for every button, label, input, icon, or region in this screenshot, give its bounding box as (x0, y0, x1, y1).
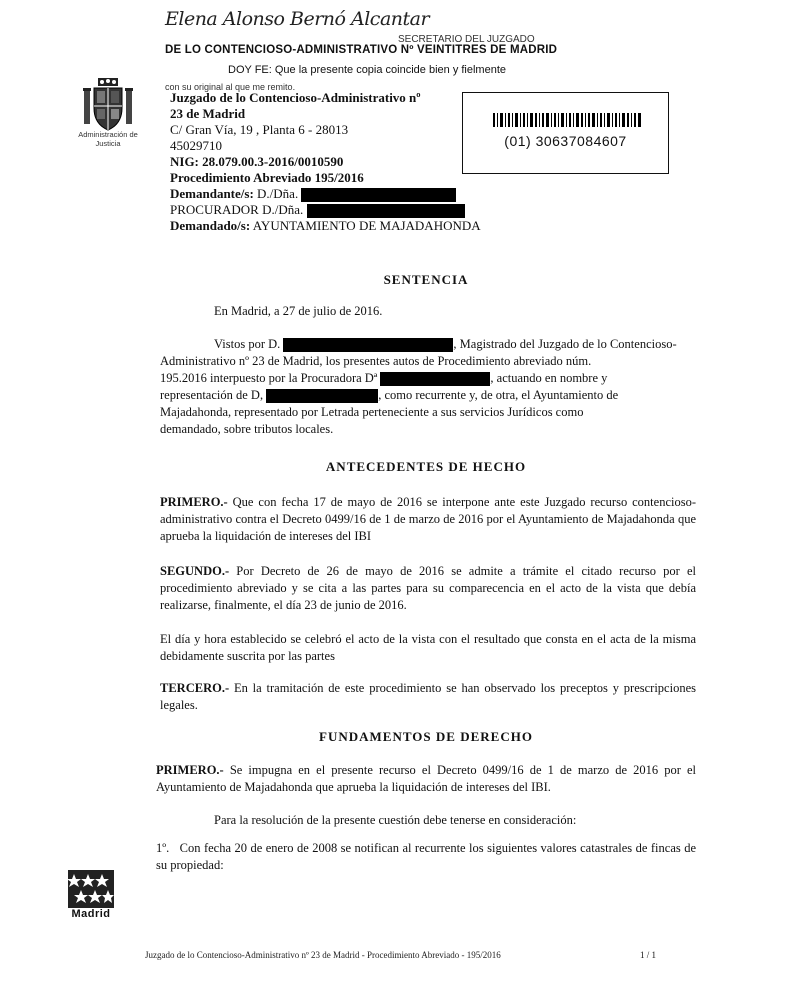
redaction-bar (380, 372, 490, 386)
redaction-bar (307, 204, 465, 218)
antecedente-primero (160, 494, 696, 545)
handwritten-signature: Elena Alonso Bernó Alcantar (165, 8, 430, 30)
heading-fundamentos: FUNDAMENTOS DE DERECHO (319, 729, 533, 744)
intro-text: Vistos por D. (214, 337, 281, 351)
redaction-bar (266, 389, 378, 403)
page-number: 1 / 1 (640, 950, 657, 960)
intro-text: , actuando en nombre y (490, 371, 608, 385)
court-name: Juzgado de lo Contencioso-Administrativo nº (170, 90, 421, 105)
plaintiff-label: Demandante/s: (170, 186, 254, 201)
intro-line-4 (160, 387, 696, 404)
antecedente-segundo (160, 563, 696, 614)
barcode-number: (01) 30637084607 (504, 133, 627, 149)
stamp-secretary-label: SECRETARIO DEL JUZGADO (398, 34, 535, 45)
court-address: C/ Gran Vía, 19 , Planta 6 - 28013 (170, 122, 349, 137)
footer-text: Juzgado de lo Contencioso-Administrativo nº 23 de Madrid - Procedimiento Abreviado - 195/2016 (145, 950, 501, 960)
stamp-line-original: con su original al que me remito. (165, 82, 296, 92)
barcode-box (462, 92, 669, 174)
vista-paragraph: El día y hora establecido se celebró el acto de la vista con el resultado que consta en el acta de la misma debidamente suscrita por las partes (160, 632, 696, 663)
primero-label: PRIMERO.- (160, 495, 228, 509)
primero-text: Que con fecha 17 de mayo de 2016 se interpone ante este Juzgado recurso contencioso-administrativo contra el Decreto 0499/16 de 1 de marzo de 2016 por el Ayuntamiento de Majadahonda que aprueba la liquidación de intereses del IBI (160, 495, 697, 543)
segundo-label: SEGUNDO.- (160, 564, 230, 578)
tercero-text: En la tramitación de este procedimiento se han observado los preceptos y prescripciones legales. (160, 681, 696, 712)
stamp-line-court: DE LO CONTENCIOSO-ADMINISTRATIVO Nº VEINTITRES DE MADRID (165, 44, 558, 56)
crest-label: Administración de Justicia (78, 130, 138, 148)
antecedente-tercero (160, 680, 696, 714)
intro-line-6: demandado, sobre tributos locales. (160, 422, 334, 436)
defendant-name: AYUNTAMIENTO DE MAJADAHONDA (252, 218, 481, 234)
consideracion-line: Para la resolución de la presente cuestión debe tenerse en consideración: (214, 813, 577, 827)
redaction-bar (283, 338, 453, 352)
intro-text: , Magistrado del Juzgado de lo Contencioso- (453, 337, 677, 351)
intro-line-5: Majadahonda, representado por Letrada perteneciente a sus servicios Jurídicos como (160, 405, 584, 419)
intro-line-1 (160, 336, 696, 353)
tercero-label: TERCERO.- (160, 681, 230, 695)
stamp-line-certify: DOY FE: Que la presente copia coincide bien y fielmente (228, 64, 507, 76)
madrid-logo-label: Madrid (71, 908, 111, 920)
fundamento-primero-text: Se impugna en el presente recurso el Decreto 0499/16 de 1 de marzo de 2016 por el Ayuntamiento de Majadahonda que aprueba la liquidación de intereses del IBI. (156, 763, 697, 794)
intro-paragraph (160, 336, 696, 438)
procedure-number: Procedimiento Abreviado 195/2016 (170, 170, 364, 185)
plaintiff-prefix: D./Dña. (257, 186, 299, 201)
intro-text: , como recurrente y, de otra, el Ayuntamiento de (378, 388, 619, 402)
barcode-icon (493, 113, 643, 127)
redaction-bar (301, 188, 456, 202)
heading-antecedentes: ANTECEDENTES DE HECHO (325, 459, 527, 474)
item-1 (156, 840, 696, 874)
attorney-label: PROCURADOR D./Dña. (170, 202, 304, 218)
madrid-logo-icon (68, 870, 114, 908)
intro-line-2: Administrativo nº 23 de Madrid, los presentes autos de Procedimiento abreviado núm. (160, 354, 592, 368)
heading-sentencia: SENTENCIA (383, 272, 469, 287)
nig-number: NIG: 28.079.00.3-2016/0010590 (170, 154, 344, 169)
court-city: 23 de Madrid (170, 106, 246, 121)
intro-text: 195.2016 interpuesto por la Procuradora Dª (160, 371, 378, 385)
segundo-text: Por Decreto de 26 de mayo de 2016 se admite a trámite el citado recurso por el procedimiento abreviado y se cita a las partes para su comparecencia en el acto de la vista que debía realizarse, finalmente, el día 23 de junio de 2016. (160, 564, 696, 612)
defendant-line (170, 218, 481, 234)
item-1-text: Con fecha 20 de enero de 2008 se notifican al recurrente los siguientes valores catastrales de fincas de su propiedad: (156, 841, 697, 872)
date-line: En Madrid, a 27 de julio de 2016. (214, 304, 383, 318)
intro-line-3 (160, 370, 696, 387)
intro-text: representación de D, (160, 388, 264, 402)
fundamento-primero (156, 762, 696, 796)
item-1-label: 1º. (156, 841, 170, 855)
coat-of-arms-icon (80, 76, 136, 134)
attorney-line (170, 202, 481, 218)
defendant-label: Demandado/s: (170, 218, 251, 234)
court-code: 45029710 (170, 138, 222, 153)
fundamento-primero-label: PRIMERO.- (156, 763, 224, 777)
plaintiff-line (170, 186, 481, 202)
court-header (170, 90, 481, 234)
